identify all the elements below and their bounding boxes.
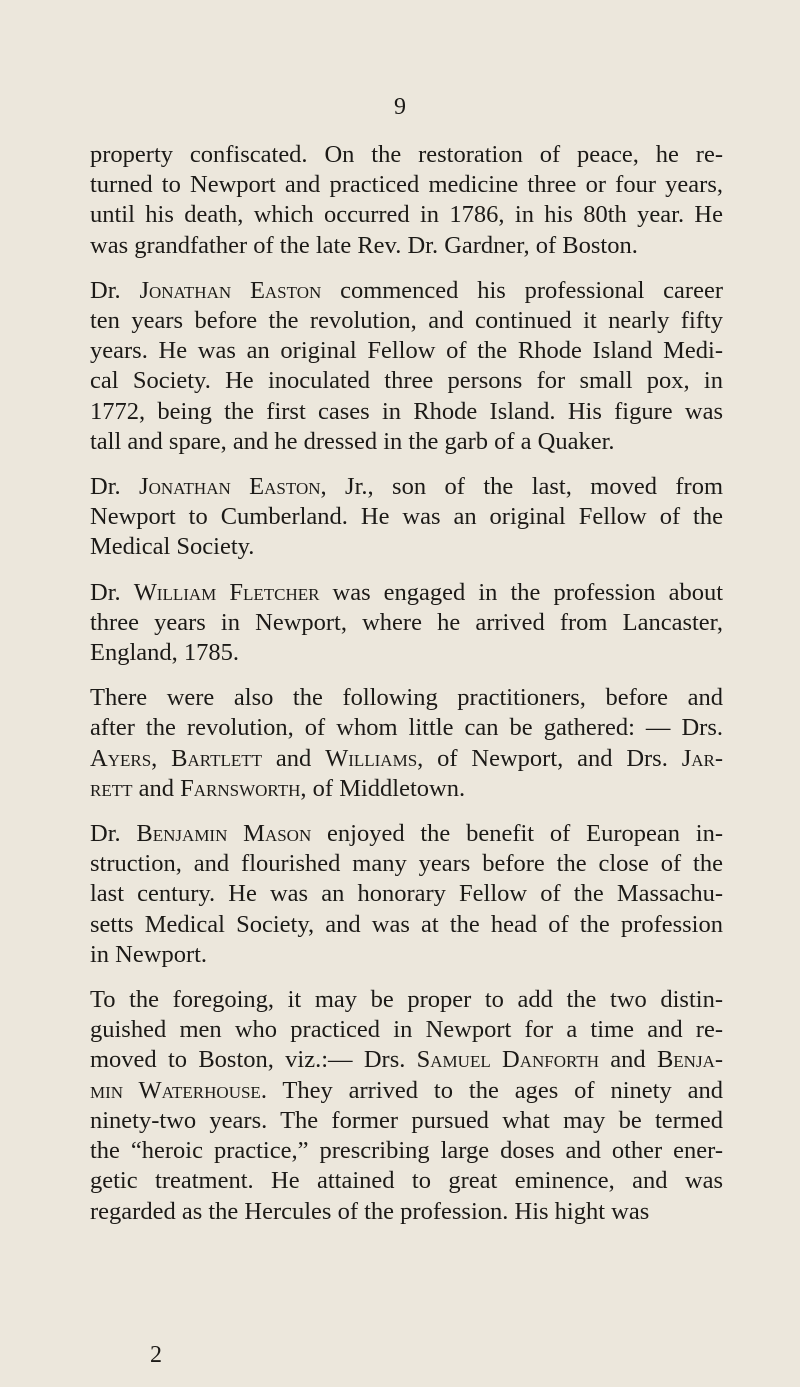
name-small-caps: William Fletcher — [133, 578, 320, 606]
text-run: Medical Society. — [90, 533, 255, 561]
text-line — [90, 940, 723, 970]
text-run: and — [132, 774, 181, 802]
text-run: three years in Newport, where he arrived from Lancaster, — [90, 608, 723, 636]
text-run: Dr. — [90, 473, 140, 501]
text-run: property confiscated. On the restoration of peace, he re- — [90, 141, 723, 168]
text-line — [90, 744, 723, 774]
text-run: and — [262, 744, 326, 772]
text-run: To the foregoing, it may be proper to add the two distin- — [90, 986, 723, 1014]
text-line — [90, 472, 723, 502]
text-line — [90, 1045, 723, 1075]
text-line — [90, 774, 723, 804]
text-run: Newport to Cumberland. He was an original Fellow of the — [90, 503, 723, 531]
text-line — [90, 1197, 723, 1227]
name-small-caps: min Waterhouse — [90, 1076, 261, 1104]
text-line — [90, 532, 723, 562]
text-line — [90, 910, 723, 940]
text-run: England, 1785. — [90, 639, 240, 667]
name-small-caps: Farnsworth — [180, 774, 301, 802]
text-run: struction, and flourished many years before the close of the — [90, 850, 723, 878]
text-line — [90, 140, 723, 170]
text-line — [90, 397, 723, 427]
paragraph — [90, 140, 723, 261]
text-line — [90, 683, 723, 713]
text-run: . They arrived to the ages of ninety and — [260, 1076, 723, 1104]
paragraph — [90, 985, 723, 1227]
text-run: setts Medical Society, and was at the head of the profession — [90, 910, 723, 938]
text-run: Dr. — [90, 276, 140, 304]
text-run: , of Newport, and Drs. — [417, 744, 682, 772]
text-run: was grandfather of the late Rev. Dr. Gardner, of Boston. — [90, 231, 638, 259]
paragraph — [90, 472, 723, 563]
body-text — [90, 140, 723, 1242]
name-small-caps: Jonathan Easton — [139, 473, 321, 501]
text-run: moved to Boston, viz.:— Drs. — [90, 1046, 417, 1074]
name-small-caps: Benja- — [656, 1046, 724, 1074]
text-run: last century. He was an honorary Fellow of the Massachu- — [90, 880, 723, 908]
text-line — [90, 1076, 723, 1106]
text-line — [90, 1106, 723, 1136]
text-run: ten years before the revolution, and continued it nearly fifty — [90, 307, 723, 335]
signature-mark: 2 — [150, 1342, 162, 1368]
text-run: There were also the following practitioners, before and — [90, 684, 723, 712]
text-run: tall and spare, and he dressed in the garb of a Quaker. — [90, 427, 615, 455]
paragraph — [90, 819, 723, 970]
text-run: Dr. — [90, 820, 137, 848]
text-line — [90, 1136, 723, 1166]
name-small-caps: Jar- — [681, 744, 724, 772]
text-line — [90, 200, 723, 230]
text-line — [90, 170, 723, 200]
text-line — [90, 366, 723, 396]
text-run: until his death, which occurred in 1786, in his 80th year. He — [90, 201, 723, 229]
text-run: 1772, being the first cases in Rhode Island. His figure was — [90, 397, 723, 425]
paragraph — [90, 276, 723, 457]
text-line — [90, 608, 723, 638]
name-small-caps: Benjamin Mason — [136, 820, 312, 848]
text-line — [90, 231, 723, 261]
text-line — [90, 502, 723, 532]
name-small-caps: Bartlett — [171, 744, 262, 772]
text-line — [90, 578, 723, 608]
text-line — [90, 879, 723, 909]
text-line — [90, 276, 723, 306]
text-run: guished men who practiced in Newport for a time and re- — [90, 1016, 723, 1044]
text-run: years. He was an original Fellow of the Rhode Island Medi- — [90, 337, 723, 365]
name-small-caps: Williams — [325, 744, 418, 772]
name-small-caps: Samuel Danforth — [416, 1046, 599, 1074]
text-run: was engaged in the profession about — [319, 578, 723, 606]
text-run: getic treatment. He attained to great eminence, and was — [90, 1167, 723, 1195]
text-line — [90, 1015, 723, 1045]
paragraph — [90, 578, 723, 669]
text-run: Dr. — [90, 578, 134, 606]
text-run: , of Middletown. — [300, 774, 466, 802]
text-run: commenced his professional career — [321, 276, 723, 304]
text-line — [90, 713, 723, 743]
paragraph — [90, 683, 723, 804]
text-line — [90, 306, 723, 336]
name-small-caps: Jonathan Easton — [139, 276, 322, 304]
text-line — [90, 336, 723, 366]
text-run: ninety-two years. The former pursued what may be termed — [90, 1106, 723, 1134]
text-run: after the revolution, of whom little can be gathered: — Drs. — [90, 714, 723, 742]
text-line — [90, 819, 723, 849]
text-run: enjoyed the benefit of European in- — [311, 820, 723, 848]
text-run: in Newport. — [90, 940, 208, 968]
text-run: and — [598, 1046, 657, 1074]
text-run: the “heroic practice,” prescribing large doses and other ener- — [90, 1137, 723, 1165]
text-run: , Jr., son of the last, moved from — [320, 473, 723, 501]
text-line — [90, 849, 723, 879]
text-run: turned to Newport and practiced medicine three or four years, — [90, 171, 723, 199]
text-run: cal Society. He inoculated three persons for small pox, in — [90, 367, 723, 395]
text-line — [90, 427, 723, 457]
text-line — [90, 1166, 723, 1196]
page-number: 9 — [394, 94, 406, 120]
text-run: regarded as the Hercules of the profession. His hight was — [90, 1197, 650, 1225]
text-line — [90, 985, 723, 1015]
text-run: , — [151, 744, 172, 772]
name-small-caps: Ayers — [90, 744, 152, 772]
text-line — [90, 638, 723, 668]
name-small-caps: rett — [90, 774, 133, 802]
